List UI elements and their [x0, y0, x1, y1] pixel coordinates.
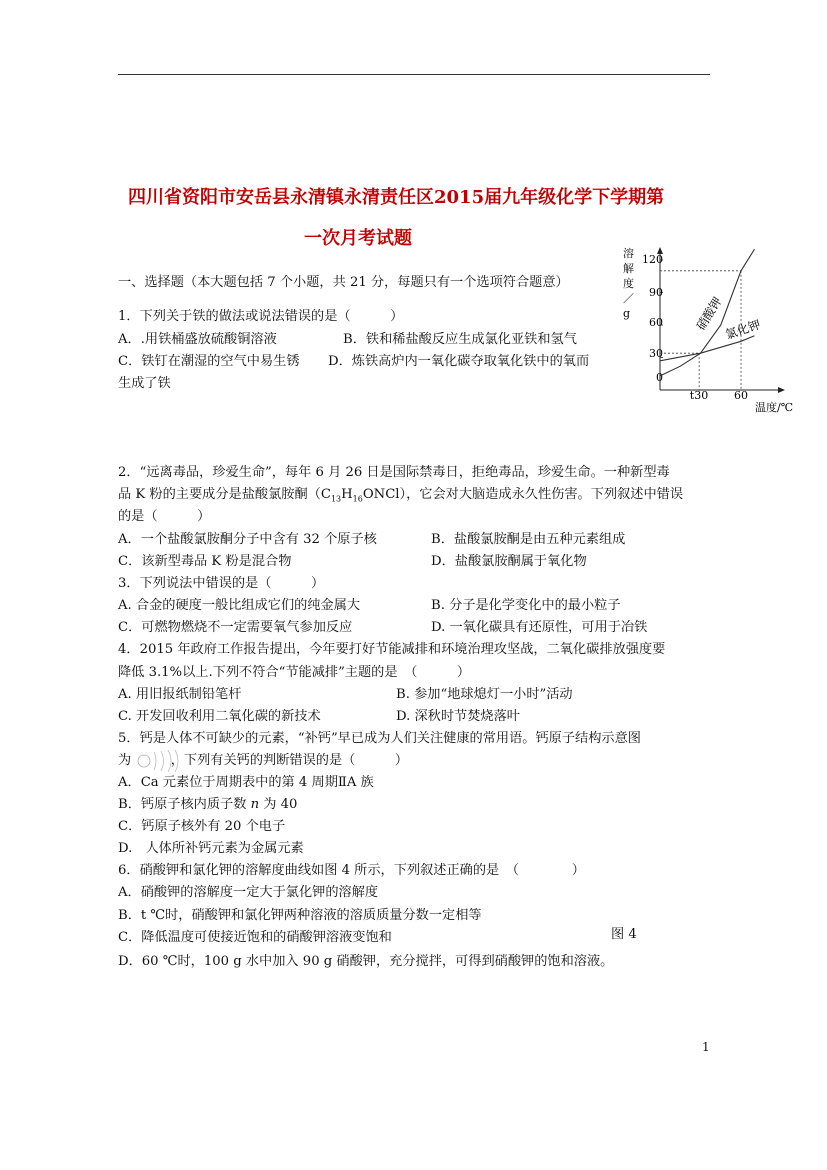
q6-stem: 6．硝酸钾和氯化钾的溶解度曲线如图 4 所示，下列叙述正确的是 （ ）	[118, 863, 585, 878]
q3-option-d: D. 一氧化碳具有还原性，可用于冶铁	[431, 620, 648, 635]
q2-line1: 2．“远离毒品，珍爱生命”，每年 6 月 26 日是国际禁毒日，拒绝毒品，珍爱生命。一种新型毒	[118, 465, 670, 480]
q5-option-d: D. 人体所补钙元素为金属元素	[118, 841, 304, 856]
q1-option-c: C．铁钉在潮湿的空气中易生锈	[118, 354, 300, 369]
q1-option-d-cont: 生成了铁	[118, 376, 171, 391]
header-rule	[118, 74, 710, 75]
solubility-chart	[615, 245, 815, 425]
q4-line1: 4．2015 年政府工作报告提出，今年要打好节能减排和环境治理攻坚战，二氧化碳排放强度要	[118, 642, 666, 657]
q4-option-d: D. 深秋时节焚烧落叶	[396, 709, 520, 724]
x-tick-t30: t30	[689, 389, 709, 402]
q4-line2: 降低 3.1%以上.下列不符合“节能减排”主题的是 （ ）	[118, 665, 471, 680]
y-axis-label	[623, 246, 634, 320]
figure-caption: 图 4	[611, 927, 637, 942]
svg-text:解: 解	[623, 262, 634, 275]
q2-option-c: C．该新型毒品 K 粉是混合物	[118, 554, 292, 569]
q4-option-a: A. 用旧报纸制铅笔杆	[118, 687, 242, 702]
page-number: 1	[702, 1040, 710, 1054]
q6-option-b: B．t ℃时，硝酸钾和氯化钾两种溶液的溶质质量分数一定相等	[118, 908, 482, 923]
calcium-atom-diagram	[134, 748, 182, 774]
q1-option-a: A．.用铁桶盛放硫酸铜溶液	[118, 332, 277, 347]
svg-text:60: 60	[649, 316, 663, 329]
q6-option-a: A．硝酸钾的溶解度一定大于氯化钾的溶解度	[118, 885, 379, 900]
q4-option-b: B. 参加“地球熄灯一小时”活动	[396, 687, 573, 702]
svg-text:30: 30	[649, 347, 663, 360]
series-label-kno3: 硝酸钾	[693, 294, 725, 333]
q5-line2: 为 ，下列有关钙的判断错误的是（ ）	[118, 753, 409, 768]
svg-text:120: 120	[642, 253, 663, 266]
svg-text:g: g	[623, 307, 631, 320]
q4-option-c: C. 开发回收利用二氧化碳的新技术	[118, 709, 321, 724]
exam-title-line2: 一次月考试题	[304, 228, 412, 249]
q6-option-d: D．60 ℃时，100 g 水中加入 90 g 硝酸钾，充分搅拌，可得到硝酸钾的饱和溶液。	[118, 954, 614, 969]
svg-text:90: 90	[649, 286, 663, 299]
q2-option-d: D．盐酸氯胺酮属于氧化物	[431, 554, 587, 569]
q6-option-c: C．降低温度可使接近饱和的硝酸钾溶液变饱和	[118, 930, 392, 945]
q3-option-b: B. 分子是化学变化中的最小粒子	[431, 598, 621, 613]
svg-text:0: 0	[656, 371, 663, 384]
svg-text:／: ／	[623, 292, 634, 305]
exam-title-line1: 四川省资阳市安岳县永清镇永清责任区2015届九年级化学下学期第	[128, 187, 665, 208]
q1-option-d: D．炼铁高炉内一氧化碳夺取氧化铁中的氧而	[328, 354, 590, 369]
q3-option-a: A. 合金的硬度一般比组成它们的纯金属大	[118, 598, 361, 613]
q2-line2: 品 K 粉的主要成分是盐酸氯胺酮$(C_{13}H_{16}ONCl)$，它会对大脑造成永久性伤害。下列叙述中错误	[118, 487, 684, 504]
x-tick-60: 60	[734, 389, 748, 402]
q5-line1: 5．钙是人体不可缺少的元素，“补钙”早已成为人们关注健康的常用语。钙原子结构示意图	[118, 731, 641, 746]
q5-option-b: B．钙原子核内质子数 n 为 40	[118, 797, 298, 812]
x-axis-label: 温度/℃	[755, 401, 794, 414]
section-heading: 一、选择题（本大题包括 7 个小题，共 21 分，每题只有一个选项符合题意）	[118, 275, 569, 290]
svg-text:溶: 溶	[623, 247, 634, 260]
q1-option-b: B．铁和稀盐酸反应生成氯化亚铁和氢气	[343, 332, 577, 347]
q5-option-a: A．Ca 元素位于周期表中的第 4 周期ⅡA 族	[118, 775, 374, 790]
q1-stem: 1．下列关于铁的做法或说法错误的是（ ）	[118, 309, 404, 324]
q3-option-c: C．可燃物燃烧不一定需要氧气参加反应	[118, 620, 353, 635]
q2-option-a: A．一个盐酸氯胺酮分子中含有 32 个原子核	[118, 532, 377, 547]
q5-option-c: C．钙原子核外有 20 个电子	[118, 819, 286, 834]
svg-text:度: 度	[623, 277, 634, 290]
q2-line3: 的是（ ）	[118, 509, 211, 524]
q2-option-b: B．盐酸氯胺酮是由五种元素组成	[431, 532, 626, 547]
series-line-kcl	[660, 336, 755, 361]
q3-stem: 3．下列说法中错误的是（ ）	[118, 576, 325, 591]
x-axis-arrow	[778, 387, 785, 393]
series-label-kcl: 氯化钾	[723, 317, 763, 342]
